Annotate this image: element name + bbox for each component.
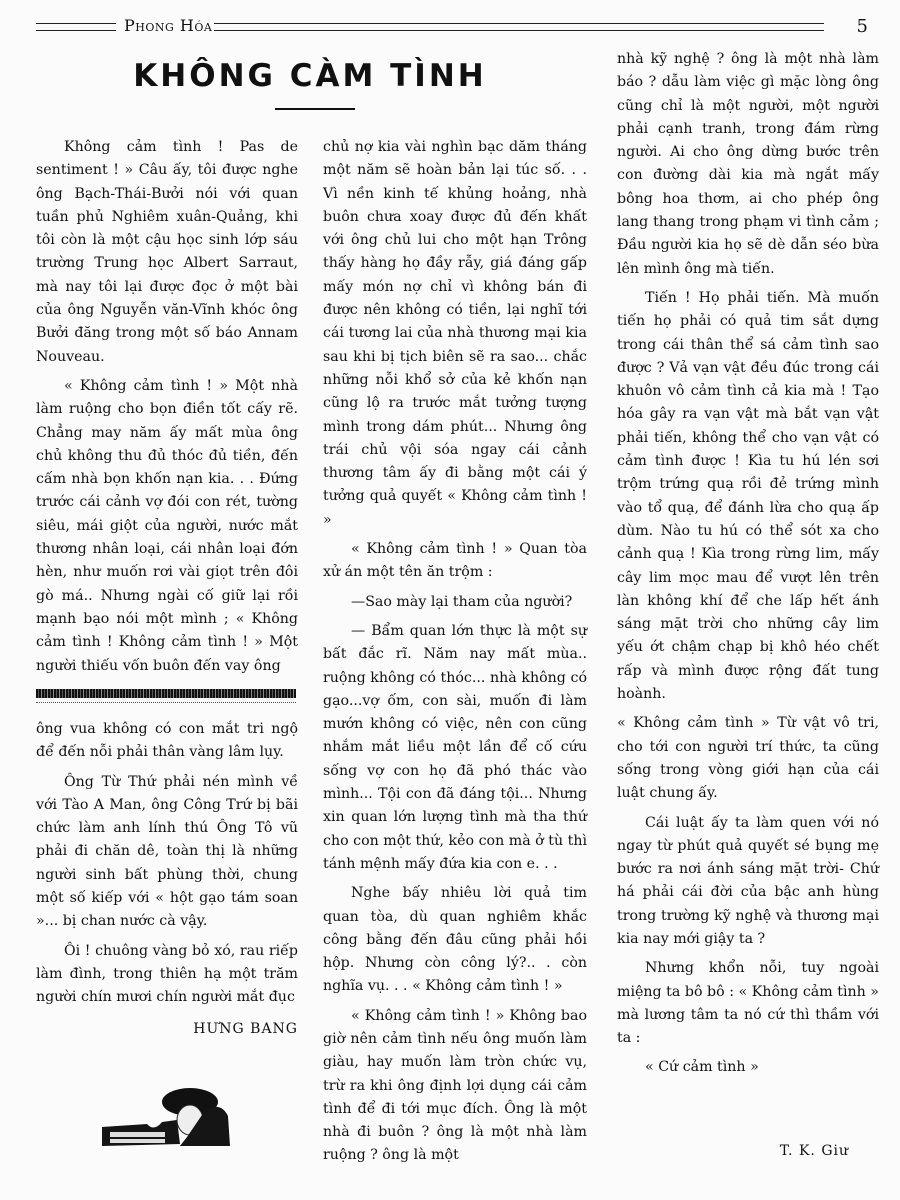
section-divider <box>36 689 296 698</box>
paragraph: « Không cảm tình ! » Một nhà làm ruộng cho bọn điền tốt cấy rẽ. Chẳng may năm ấy mất mùa ông chủ không thu đủ thóc đủ tiền, đến cấm nhà bọn khốn nạn kia. . . Đứng trước cái cảnh vợ đói con rét, tường siêu, mái giột của người, nước mắt thương nhân loại, cái nhân loại đớn hèn, như muốn rơi vài giọt trên đôi gò má.. Nhưng ngài cố giữ lại rồi mạnh bạo nói một mình ; « Không cảm tình ! Không cảm tình ! » Một người thiếu vốn buôn đến vay ông <box>36 377 298 674</box>
title-underline <box>275 108 355 110</box>
paragraph: nhà kỹ nghệ ? ông là một nhà làm báo ? dẫu làm việc gì mặc lòng ông cũng chỉ là một người, một người phải cạnh tranh, trong đám rừng người. Ai cho ông dừng bước trên con đường dài kia mà ngắt mấy bông hoa thơm, ai cho phép ông lang thang trong phạm vi tình cảm ; Đầu người kia họ sẽ dè dẫn séo bừa lên mình ông mà tiến. <box>617 51 879 277</box>
section-divider-dots <box>36 702 296 703</box>
paragraph: Không cảm tình ! Pas de sentiment ! » Câu ấy, tôi được nghe ông Bạch-Thái-Bưởi nói với quan tuần phủ Nghiêm xuân-Quảng, khi tôi còn là một cậu học sinh lớp sáu trường Trung học Albert Sarraut, mà nay tôi lại được đọc ở một bài của ông Nguyễn văn-Vĩnh khóc ông Bưởi đăng trong một số báo Annam Nouveau. <box>36 139 298 365</box>
author-signature: HƯNG BANG <box>193 1020 298 1037</box>
masthead: Phong Hóa <box>124 16 213 35</box>
header-rule-right <box>214 23 824 31</box>
paragraph: « Không cảm tình ! » Quan tòa xử án một tên ăn trộm : <box>323 541 587 581</box>
paragraph: — Bẩm quan lớn thực là một sự bất đắc rĩ. Năm nay mất mùa.. ruộng không có thóc... nhà không có gạo...vợ ốm, con sài, muốn đi làm mướn không có việc, nên con cũng nhắm mắt liều một lần để cố cứu sống vợ con họ đã phó thác vào mình... Tội con đã đáng tội... Nhưng xin quan lớn lượng tình mà tha thứ cho con một thứ, kẻo con mà ở tù thì tánh mệnh mấy đứa kia con e. . . <box>323 622 587 872</box>
column-3 <box>617 48 879 1163</box>
illustration-book <box>110 1132 165 1137</box>
column-2 <box>323 136 587 1174</box>
paragraph: ông vua không có con mắt tri ngộ để đến nỗi phải thân vàng lâm lụy. <box>36 721 298 761</box>
paragraph: « Cứ cảm tình » <box>645 1059 759 1076</box>
header-rule-left <box>36 23 116 31</box>
paragraph: « Không cảm tình » Từ vật vô tri, cho tới con người trí thức, ta cũng sống trong vòng giới hạn của cái luật chung ấy. <box>617 715 879 802</box>
illustration-book <box>110 1139 165 1143</box>
column-1-lower <box>36 718 298 1041</box>
illustration-reclining-figure-icon <box>92 1082 242 1162</box>
paragraph: Nghe bấy nhiêu lời quả tim quan tòa, dù quan nghiêm khắc công bằng đến đâu cũng phải hồi hộp. Nhưng còn công lý?.. . còn nghĩa vụ. . . « Không cảm tình ! » <box>323 885 587 995</box>
paragraph: « Không cảm tình ! » Không bao giờ nên cảm tình nếu ông muốn làm giàu, hay muốn làm tròn chức vụ, trừ ra khi ông định lợi dụng cái cảm tình để đi tới mục đích. Ông là một nhà đi buôn ? ông là một nhà làm ruộng ? ông là một <box>323 1007 587 1164</box>
page-header <box>36 16 876 40</box>
paragraph: chủ nợ kia vài nghìn bạc dăm tháng một năm sẽ hoàn bản lại túc số. . . Vì nền kinh tế khủng hoảng, nhà buôn chưa xoay được đủ đến khất với ông chủ lui cho một hạn Trông thấy hàng họ đầy rẫy, giá đáng gấp mấy món nợ chỉ vì không bán đi được nên không có tiền, lại nghĩ tới cái tương lai của nhà thương mại kia sau khi bị tịch biên sẽ ra sao... chắc những nỗi khổ sở của kẻ khốn nạn cũng lộ ra trước mắt tưởng tượng mình trong dám phút... Nhưng ông trái chủ vội sóa ngay cái cảnh thương tâm ấy đi bằng một cái ý tưởng quả quyết « Không cảm tình ! » <box>323 139 587 528</box>
author-signature: T. K. Giư <box>779 1142 849 1159</box>
column-1 <box>36 136 298 684</box>
paragraph: Ôi ! chuông vàng bỏ xó, rau riếp làm đình, trong thiên hạ một trăm người chín mươi chín người mắt đục <box>36 942 298 1006</box>
article-title: KHÔNG CÀM TÌNH <box>133 58 487 94</box>
paragraph: Tiến ! Họ phải tiến. Mà muốn tiến họ phải có quả tim sắt dựng trong cái thân thể sá cảm tình sao được ? Vả vạn vật đều đúc trong cái khuôn vô cảm tình cả kia mà ! Tạo hóa gây ra vạn vật mà bắt vạn vật phải tiến, không thể cho vạn vật có cảm tình được ! Kìa tu hú lén sơi trộm trứng quạ rồi đẻ trứng mình vào tổ quạ, để đánh lừa cho quạ ấp dùm. Nào tu hú có thể sót xa cho cảnh quạ ! Kìa trong rừng lim, mấy cây lim mọc mau để vượt lên trên làn không khí để che lấp hết ánh sáng mặt trời cho những cây lim yếu ớt chậm chạp bị khô héo chết rấp và mình được rộng đất tung hoành. <box>617 289 879 703</box>
paragraph: Nhưng khổn nỗi, tuy ngoài miệng ta bô bô : « Không cảm tình » mà lương tâm ta nó cứ thì thầm với ta : <box>617 960 879 1047</box>
paragraph: Cái luật ấy ta làm quen với nó ngay từ phút quả quyết sé bụng mẹ bước ra nơi ánh sáng mặt trời- Chứ há phải cái đời của bậc anh hùng trong trường kỹ nghệ và thương mại kia nay mới giậy ta ? <box>617 814 879 947</box>
paragraph: —Sao mày lại tham của người? <box>351 593 573 610</box>
page-number: 5 <box>856 16 868 37</box>
paragraph: Ông Từ Thứ phải nén mình về với Tào A Man, ông Công Trứ bị bãi chức làm anh lính thú Ông Tô vũ phải đi chăn dê, toàn thị là những người sinh bất phùng thời, chung một số kiếp với « hột gạo tám soan »... bị chan nước cà vậy. <box>36 773 298 930</box>
